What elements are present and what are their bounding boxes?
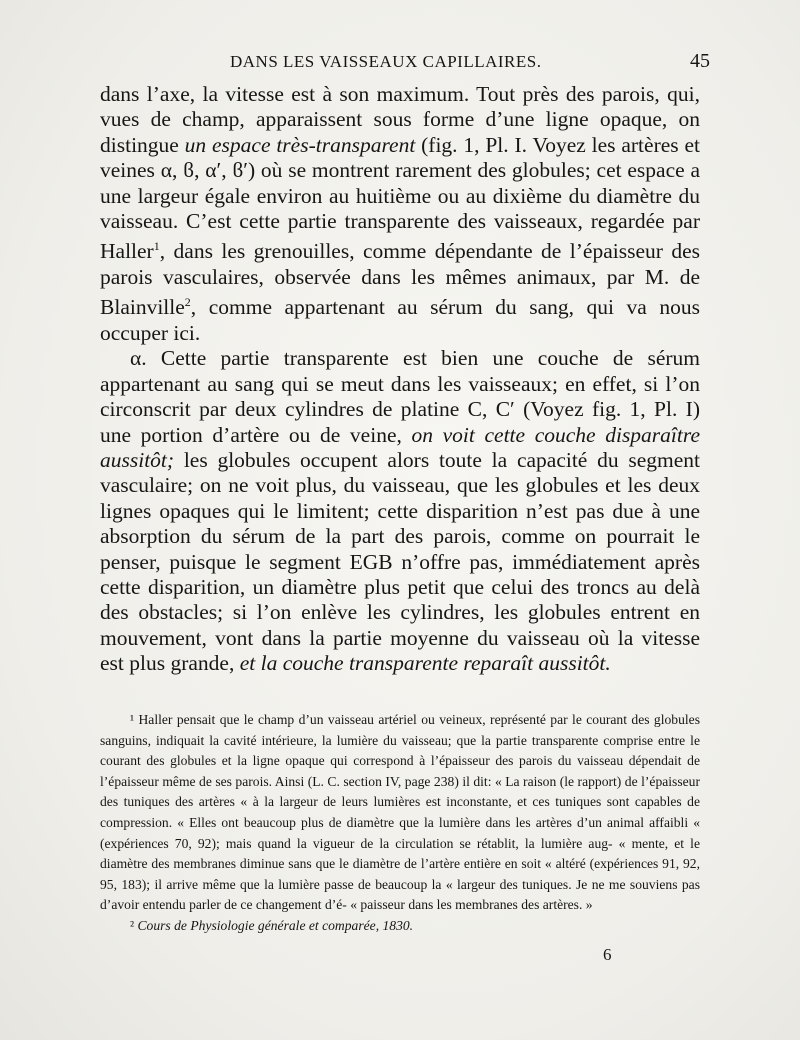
page-header bbox=[150, 50, 710, 73]
paragraph-1 bbox=[100, 82, 700, 346]
text-run: , dans les grenouilles, comme dépendante de l’épaisseur des parois vasculaires, observée dans les mêmes animaux, par M. de Blainville bbox=[100, 239, 700, 320]
italic-phrase: et la couche transparente reparaît aussitôt. bbox=[239, 651, 611, 676]
footnote-ref-2: 2 bbox=[184, 295, 191, 310]
text-run: , comme appartenant au sérum du sang, qui va nous occuper ici. bbox=[100, 295, 700, 345]
text-run: dans l’axe, la vitesse est à son maximum. Tout près des parois, qui, vues de champ, apparaissent sous forme d’une ligne opaque, on distingue bbox=[100, 82, 700, 157]
italic-phrase: on voit cette couche disparaître aussitôt; bbox=[100, 422, 700, 472]
footnote-1: ¹ Haller pensait que le champ d’un vaisseau artériel ou veineux, représenté par le courant des globules sanguins, indiquait la cavité intérieure, la lumière du vaisseau; que la partie transparente comprise entre le courant des globules et la ligne opaque qui correspond à l’épaisseur des parois du vaisseau dépendait de l’épaisseur même de ses parois. Ainsi (L. C. section IV, page 238) il dit: « La raison (le rapport) de l’épaisseur des tuniques des artères « à la largeur de leurs lumières est inconstante, et ces tuniques sont capables de compression. « Elles ont beaucoup plus de diamètre que la lumière dans les artères d’un animal affaibli « (expériences 70, 92); mais quand la vigueur de la circulation se rétablit, la lumière aug- « mente, et le diamètre des membranes diminue sans que le diamètre de l’artère entière en soit « altéré (expériences 91, 92, 95, 183); il arrive même que la lumière passe de beaucoup la « largeur des tuniques. Je ne me souviens pas d’avoir entendu parler de ce changement d’é- « paisseur dans les membranes des artères. » bbox=[100, 712, 700, 913]
signature-mark: 6 bbox=[603, 945, 612, 964]
text-run: α. Cette partie transparente est bien une couche de sérum appartenant au sang qui se meut dans les vaisseaux; en effet, si l’on circonscrit par deux cylindres de platine C, C′ (Voyez fig. 1, Pl. I) une portion d’artère ou de veine, bbox=[100, 346, 700, 447]
footnote-2-text: Cours de Physiologie générale et comparée, 1830. bbox=[137, 917, 414, 933]
page-number: 45 bbox=[690, 50, 710, 72]
text-run: (fig. 1, Pl. I. Voyez les artères et veines α, ϐ, α′, ϐ′) où se montrent rarement des globules; cet espace a une largeur égale environ au huitième ou au dixième du diamètre du vaisseau. C’est cette partie transparente des vaisseaux, regardée par Haller bbox=[100, 132, 700, 264]
footnote-2 bbox=[100, 916, 700, 937]
footnotes bbox=[100, 710, 700, 937]
footnote-2-mark: ² bbox=[130, 917, 135, 933]
footnote-ref-1: 1 bbox=[153, 239, 160, 254]
text-run: les globules occupent alors toute la capacité du segment vasculaire; on ne voit plus, du vaisseau, que les globules et les deux lignes opaques qui le limitent; cette disparition n’est pas due à une absorption du sérum de la part des parois, comme on pourrait le penser, puisque le segment EGB n’offre pas, immédiatement après cette disparition, un diamètre plus petit que celui des troncs au delà des obstacles; si l’on enlève les cylindres, les globules entrent en mouvement, vont dans la partie moyenne du vaisseau où la vitesse est plus grande, bbox=[100, 448, 700, 676]
main-text bbox=[100, 82, 700, 677]
paragraph-2 bbox=[100, 346, 700, 676]
italic-phrase: un espace très-transparent bbox=[184, 132, 416, 157]
running-title: DANS LES VAISSEAUX CAPILLAIRES. bbox=[230, 52, 542, 71]
